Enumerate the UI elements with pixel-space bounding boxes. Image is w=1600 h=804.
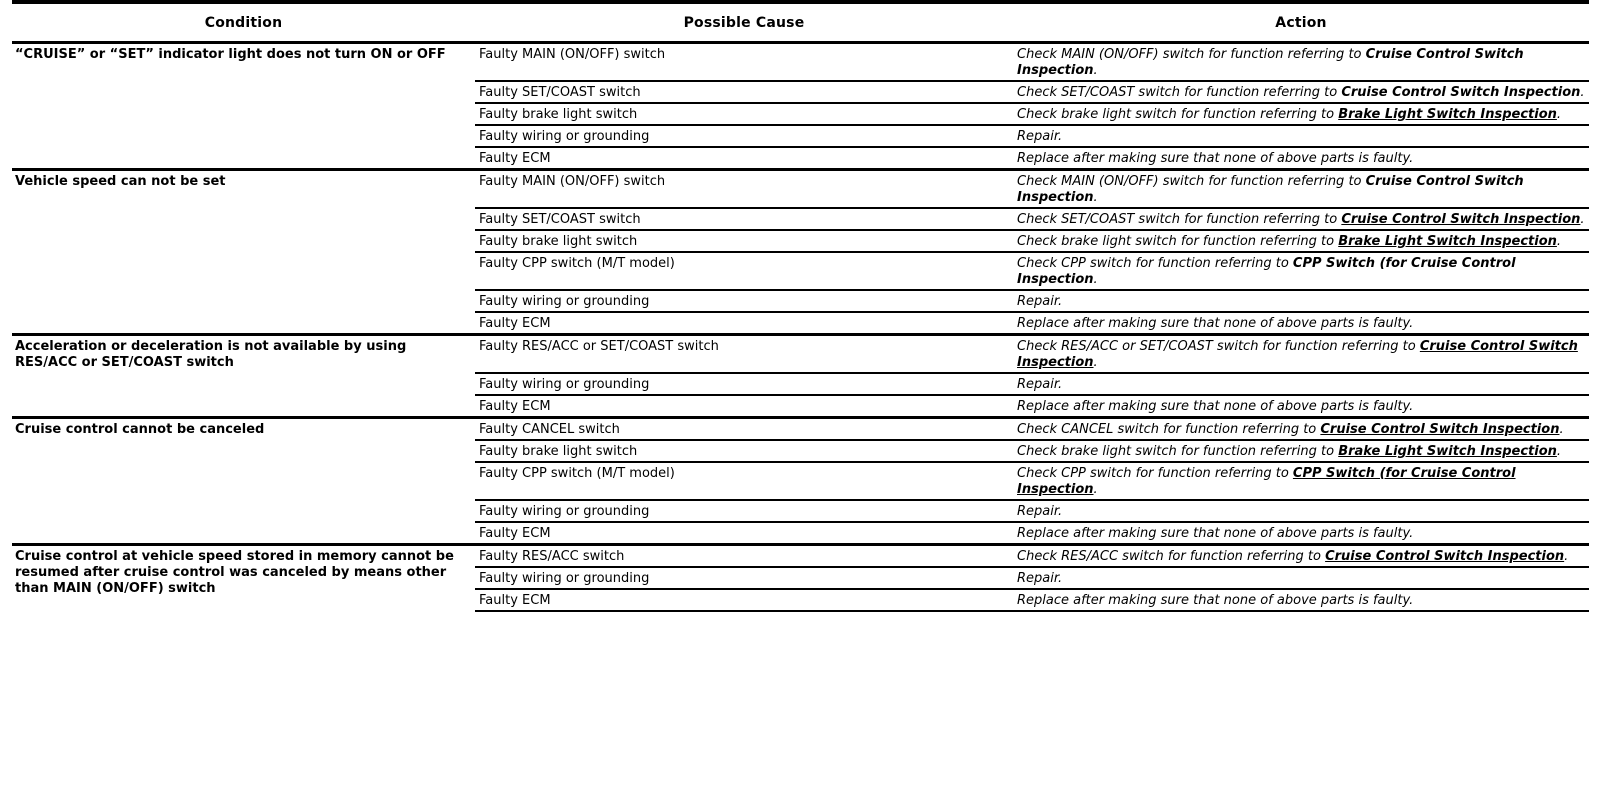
action-cell: [1013, 462, 1589, 500]
action-cell: [1013, 230, 1589, 252]
table-body: [12, 43, 1589, 612]
action-cell: [1013, 545, 1589, 568]
possible-cause-cell: Faulty wiring or grounding: [475, 125, 1013, 147]
inspection-reference-link[interactable]: Cruise Control Switch Inspection: [1017, 47, 1524, 78]
condition-cell: Cruise control cannot be canceled: [12, 418, 475, 545]
condition-cell: Acceleration or deceleration is not available by using RES/ACC or SET/COAST switch: [12, 335, 475, 418]
action-text: Repair.: [1017, 129, 1063, 144]
action-text: Check MAIN (ON/OFF) switch for function referring to: [1017, 47, 1366, 62]
possible-cause-cell: Faulty ECM: [475, 589, 1013, 611]
inspection-reference-link[interactable]: Cruise Control Switch Inspection: [1017, 174, 1524, 205]
possible-cause-cell: Faulty ECM: [475, 395, 1013, 418]
action-text: Check CANCEL switch for function referring to: [1017, 422, 1321, 437]
inspection-reference-link[interactable]: Cruise Control Switch Inspection: [1325, 549, 1565, 564]
action-cell: [1013, 589, 1589, 611]
condition-cell: Cruise control at vehicle speed stored in memory cannot be resumed after cruise control was canceled by means other than MAIN (ON/OFF) switch: [12, 545, 475, 612]
action-cell: [1013, 170, 1589, 209]
action-text: Check brake light switch for function referring to: [1017, 107, 1339, 122]
possible-cause-cell: Faulty wiring or grounding: [475, 567, 1013, 589]
table-row: [12, 335, 1589, 374]
action-cell: [1013, 395, 1589, 418]
action-cell: [1013, 147, 1589, 170]
possible-cause-cell: Faulty MAIN (ON/OFF) switch: [479, 47, 666, 62]
possible-cause-cell: Faulty SET/COAST switch: [475, 208, 1013, 230]
action-suffix: .: [1556, 444, 1562, 459]
action-cell: [1013, 335, 1589, 374]
table-row: [12, 418, 1589, 441]
troubleshooting-table: [12, 4, 1589, 612]
header-action: Action: [1013, 4, 1589, 43]
possible-cause-cell: Faulty RES/ACC or SET/COAST switch: [475, 335, 1013, 374]
action-cell: [1013, 290, 1589, 312]
inspection-reference-link[interactable]: Brake Light Switch Inspection: [1338, 107, 1557, 122]
possible-cause-cell: Faulty CPP switch (M/T model): [475, 462, 1013, 500]
header-condition: Condition: [12, 4, 475, 43]
action-cell: [1013, 500, 1589, 522]
action-text: Check CPP switch for function referring to: [1017, 256, 1293, 271]
action-cell: [1013, 567, 1589, 589]
table-row: [12, 43, 1589, 82]
action-suffix: .: [1093, 355, 1098, 370]
action-text: Repair.: [1017, 504, 1063, 519]
possible-cause-cell: Faulty CPP switch (M/T model): [475, 252, 1013, 290]
action-suffix: .: [1093, 482, 1098, 497]
action-cell: [1013, 440, 1589, 462]
action-text: Check RES/ACC switch for function referring to: [1017, 549, 1326, 564]
inspection-reference-link[interactable]: Brake Light Switch Inspection: [1338, 444, 1557, 459]
table-row: [12, 170, 1589, 209]
action-text: Repair.: [1017, 294, 1063, 309]
action-suffix: .: [1556, 107, 1562, 122]
action-text: Replace after making sure that none of above parts is faulty.: [1017, 151, 1414, 166]
action-text: Replace after making sure that none of above parts is faulty.: [1017, 316, 1414, 331]
possible-cause-cell: Faulty CANCEL switch: [475, 418, 1013, 441]
action-text: Check SET/COAST switch for function referring to: [1017, 212, 1342, 227]
action-cell: [1013, 418, 1589, 441]
action-text: Replace after making sure that none of above parts is faulty.: [1017, 526, 1414, 541]
condition-cell: Vehicle speed can not be set: [12, 170, 475, 335]
action-suffix: .: [1556, 234, 1562, 249]
action-cell: [1013, 522, 1589, 545]
troubleshooting-document: [12, 0, 1589, 612]
header-row: [12, 4, 1589, 43]
inspection-reference-link[interactable]: Brake Light Switch Inspection: [1338, 234, 1557, 249]
action-text: Check SET/COAST switch for function referring to: [1017, 85, 1342, 100]
action-text: Replace after making sure that none of above parts is faulty.: [1017, 593, 1414, 608]
action-cell: [1013, 81, 1589, 103]
action-text: Check brake light switch for function referring to: [1017, 234, 1339, 249]
inspection-reference-link[interactable]: Cruise Control Switch Inspection: [1320, 422, 1560, 437]
condition-cell: “CRUISE” or “SET” indicator light does not turn ON or OFF: [15, 47, 446, 62]
action-text: Repair.: [1017, 377, 1063, 392]
inspection-reference-link[interactable]: Cruise Control Switch Inspection: [1017, 339, 1578, 370]
action-suffix: .: [1564, 549, 1569, 564]
possible-cause-cell: Faulty brake light switch: [475, 440, 1013, 462]
action-text: Check MAIN (ON/OFF) switch for function referring to: [1017, 174, 1366, 189]
possible-cause-cell: Faulty wiring or grounding: [475, 290, 1013, 312]
action-cell: [1013, 252, 1589, 290]
action-cell: [1013, 43, 1589, 82]
action-suffix: .: [1580, 85, 1585, 100]
possible-cause-cell: Faulty wiring or grounding: [475, 373, 1013, 395]
action-text: Check CPP switch for function referring to: [1017, 466, 1293, 481]
possible-cause-cell: Faulty brake light switch: [475, 103, 1013, 125]
possible-cause-cell: Faulty ECM: [475, 147, 1013, 170]
action-suffix: .: [1559, 422, 1564, 437]
inspection-reference-link[interactable]: Cruise Control Switch Inspection: [1341, 212, 1581, 227]
action-suffix: .: [1093, 190, 1098, 205]
inspection-reference-link[interactable]: CPP Switch (for Cruise Control Inspection: [1017, 466, 1516, 497]
possible-cause-cell: Faulty RES/ACC switch: [475, 545, 1013, 568]
action-text: Check brake light switch for function referring to: [1017, 444, 1339, 459]
action-cell: [1013, 208, 1589, 230]
inspection-reference-link[interactable]: Cruise Control Switch Inspection: [1341, 85, 1581, 100]
action-text: Check RES/ACC or SET/COAST switch for function referring to: [1017, 339, 1420, 354]
action-suffix: .: [1093, 272, 1098, 287]
possible-cause-cell: Faulty brake light switch: [475, 230, 1013, 252]
action-cell: [1013, 373, 1589, 395]
action-text: Replace after making sure that none of above parts is faulty.: [1017, 399, 1414, 414]
inspection-reference-link[interactable]: CPP Switch (for Cruise Control Inspection: [1017, 256, 1516, 287]
table-row: [12, 545, 1589, 568]
header-possible-cause: Possible Cause: [475, 4, 1013, 43]
action-cell: [1013, 312, 1589, 335]
possible-cause-cell: Faulty ECM: [475, 312, 1013, 335]
action-cell: [1013, 103, 1589, 125]
action-suffix: .: [1580, 212, 1585, 227]
possible-cause-cell: Faulty MAIN (ON/OFF) switch: [475, 170, 1013, 209]
possible-cause-cell: Faulty wiring or grounding: [475, 500, 1013, 522]
action-text: Repair.: [1017, 571, 1063, 586]
action-suffix: .: [1093, 63, 1098, 78]
action-cell: [1013, 125, 1589, 147]
possible-cause-cell: Faulty SET/COAST switch: [475, 81, 1013, 103]
possible-cause-cell: Faulty ECM: [475, 522, 1013, 545]
